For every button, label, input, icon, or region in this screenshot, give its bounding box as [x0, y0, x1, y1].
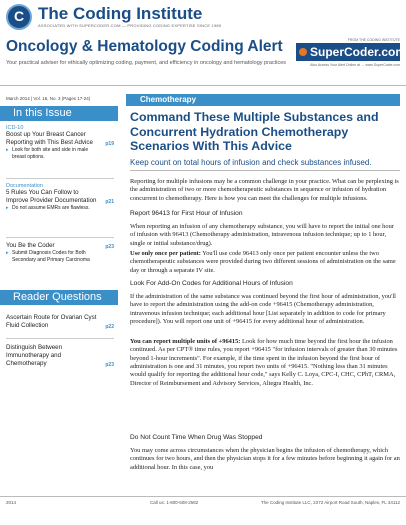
page-footer [0, 496, 406, 508]
divider [6, 178, 114, 179]
paragraph-text: Look for how much time beyond the first hour the infusion continued. As per CPT® time rules, you report +96415 "for infusion intervals of greater than 30 minutes beyond 1-hour increments". For example, if the time spent in the infusion beyond the first hour of administration is one and 31 minutes, you report two units of +96415. "Nothing less than 31 minutes would qualify for reporting the additional hour code," says Kelly C. Loya, CPC-I, CHC, CPhT, CRMA, Director of Reimbursement and Advisory Services, Altegra Health, Inc. [130, 338, 398, 387]
subheading: Do Not Count Time When Drug Was Stopped [130, 434, 263, 441]
issue-meta: March 2014 | Vol. 16, No. 3 (Pages 17-24) [6, 96, 91, 101]
toc-title [6, 189, 114, 205]
coding-institute-logo-icon [6, 4, 32, 30]
toc-title-text: Boost up Your Breast Cancer Reporting with This Best Advice [6, 131, 93, 147]
publication-title: Oncology & Hematology Coding Alert [6, 38, 283, 55]
subheading: Look For Add-On Codes for Additional Hours of Infusion [130, 280, 293, 287]
divider [6, 338, 114, 339]
toc-title [6, 242, 114, 250]
brand-tagline: ASSOCIATED WITH SUPERCODER.COM — PROVIDING CODING EXPERTISE SINCE 1989 [38, 23, 222, 28]
brand-name: The Coding Institute [38, 4, 203, 23]
toc-title-text: 5 Rules You Can Follow to Improve Provider Documentation [6, 189, 97, 205]
footer-address: The Coding Institute LLC, 2272 Airport Road South, Naples, FL 34112 [260, 500, 400, 505]
subheading: Report 96413 for First Hour of Infusion [130, 210, 243, 217]
toc-bullet: ▸ Do not assume EMRs are flawless. [6, 205, 114, 212]
toc-title [6, 131, 114, 147]
question-page: p22 [105, 323, 114, 330]
article-deck: Keep count on total hours of infusion and check substances infused. [130, 158, 372, 167]
publication-subtitle: Your practical adviser for ethically optimizing coding, payment, and efficiency in oncology and hematology practices [6, 60, 287, 66]
partner-note: Also Access Your Alert Online at → www.SuperCoder.com [310, 63, 400, 67]
toc-title-text: You Be the Coder [6, 242, 55, 249]
paragraph-lead: Use only once per patient: [130, 250, 201, 257]
question-title [6, 314, 114, 330]
toc-bullet: ▸ Submit Diagnosis Codes for Both Secondary and Primary Carcinoma [6, 250, 114, 263]
footer-phone: Call us: 1-800-508-2582 [150, 500, 199, 505]
paragraph: Reporting for multiple infusions may be a common challenge in your practice. What can be perplexing is the administration of two or more chemotherapeutic substances in sequence or infusion of hydration concurrent to chemotherapy. Here is how you can meet the challenges for multiple infusions. [130, 178, 399, 202]
toc-category: ICD-10 [6, 125, 24, 131]
toc-item[interactable] [6, 125, 114, 160]
question-title-text: Distinguish Between Immunotherapy and Chemotherapy [6, 344, 63, 368]
supercoder-logo: SuperCoder.com [296, 43, 400, 61]
toc-bullet: ▸ Look for both site and side in male breast options. [6, 147, 114, 160]
article-headline: Command These Multiple Substances and Concurrent Hydration Chemotherapy Scenarios With This Advice [130, 110, 379, 153]
footer-year: 2014 [6, 500, 17, 505]
question-page: p23 [105, 361, 114, 368]
paragraph [130, 338, 400, 388]
masthead [0, 0, 406, 86]
paragraph: If the administration of the same substance was continued beyond the first hour of administration, you'll have to report the administration using the add-on code +96415 (Chemotherapy administration, intravenous infusion technique; each additional hour [List separately in addition to code for primary procedure]). You will report one unit of +96415 for every additional hour of administration. [130, 293, 396, 325]
section-tag: Chemotherapy [126, 94, 400, 106]
toc-page: p19 [105, 140, 114, 147]
divider [130, 170, 400, 171]
supercoder-badge[interactable] [296, 38, 406, 67]
toc-item[interactable] [6, 242, 114, 263]
paragraph-lead: You can report multiple units of +96415: [130, 338, 241, 345]
question-title-text: Ascertain Route for Ovarian Cyst Fluid Collection [6, 314, 97, 330]
question-item[interactable] [6, 344, 114, 368]
question-item[interactable] [6, 314, 114, 330]
reader-questions-heading: Reader Questions [0, 290, 118, 305]
toc-item[interactable] [6, 183, 114, 212]
toc-page: p21 [105, 198, 114, 205]
paragraph: You may come across circumstances when the physician begins the infusion of chemotherapy, which continues for two hours, and then the physician stops it for a few minutes before beginning it again for an additional hour. In this case, you [130, 447, 400, 471]
toc-category: Documentation [6, 183, 43, 189]
paragraph-text: You'll use code 96413 only once per patient encounter unless the two chemotherapeutic substances were provided during two different sessions of administration on the same day or through a separate IV site. [130, 250, 396, 274]
question-title [6, 344, 114, 368]
in-this-issue-heading: In this Issue [0, 106, 118, 121]
partner-from: FROM THE CODING INSTITUTE [347, 38, 400, 42]
paragraph [130, 250, 400, 275]
paragraph: When reporting an infusion of any chemotherapy substance, you will have to report the initial one hour of infusion with 96413 (Chemotherapy administration, intravenous infusion technique; up to 1 hour, single or initial substance/drug). [130, 223, 394, 247]
toc-page: p23 [105, 243, 114, 250]
divider [6, 237, 114, 238]
